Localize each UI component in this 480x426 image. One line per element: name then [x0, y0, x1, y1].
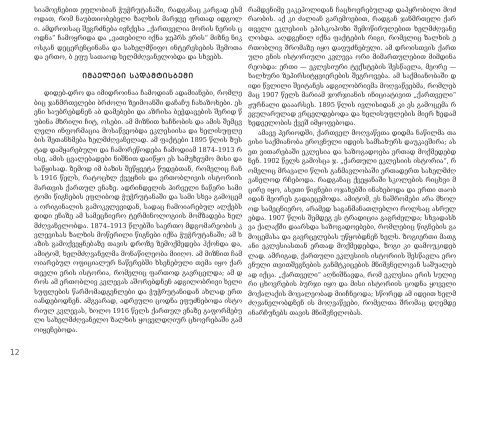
right-text-column [248, 6, 456, 318]
right-paragraph-2: ამავე პერიოდში, ქართველ მოღვაწეთა დიდმა ნაწილმა თავისი საქმიანობა ეროვნული იდეის სამსახურს დაუკავშირა; ასეთ ვითარებაში ეკლესია და საზოგადოება ერთად მოქმედებდნენ. 1902 წელს გამოსცა ჯ. „ქართული ეკლესიის ისტორია“, რომელიც მრავალი წლის განმავლობაში ერთადერთ სახელმძღვანელოდ რჩებოდა. რადგანაც ქვეყანაში სკოლების რიცხვი მცირე იყო, ასეთი წიგნები ოჯახებში ინახებოდა და ერთი თაობიდან მეორეს გადაეცემოდა. ამიტომ, ეს ნაშრომები არა მხოლოდ სამეცნიერო, არამედ საგანმანათლებლო როლსაც ასრულებდა. 1907 წლის შემდეგ ეს ტრადიცია გაგრძელდა; სხვადასხვა ქალაქში დაარსდა საზოგადოებები, რომლებიც წიგნების გამოცემასა და გავრცელებას უწყობდნენ ხელს. ზოგიერთი მათგანი ეკლესიასთან ერთად მოქმედებდა, ზოგი კი დამოუკიდებლად. ამრიგად, ქართული ეკლესიის ისტორიის შესწავლა ეროვნული თვითშეგნების განმტკიცების მნიშვნელოვან საშუალებად იქცა. „ქართველი“ აღნიშნავდა, რომ ეკლესია ერის სულიერი ცხოვრების ბურჯი იყო და მისი ისტორიის ცოდნა ყოველი მოქალაქის მოვალეობად მიიჩნეოდა; სწორედ ამ იდეით ხელმძღვანელობდნენ ის მოღვაწეები, რომელთა შრომაც დღემდე ინარჩუნებს თავის მნიშვნელობას. [248, 128, 456, 317]
right-paragraph-1: რამდენიმე ვაკეპოლიდან ჩაცხოვრებულად დაპყრობილი მოძრაობის. აქ კი ძალიან გარემოებით, რადგან ჯანმრთელი ქართველი ეკლესიის ეპისკოპოზი შემოწირულებით ხელმძღვანელობდა. აღდგენილ იქნა ფაქტების რიგი, რომელიც ზალხის ერთობლივ შრომაზე იყო დაფუძნებული. ამ დროისთვის ქართული ენის ისტორიული კვლევა ორი მიმართულებით მიმდინარეობდა: ერთი — ეკლესიური ტექსტების შესწავლა, მეორე — ხალხური ზეპირსიტყვიერების შეგროვება. ამ საქმიანობაში დიდი წვლილი შეიტანეს ადგილობრივმა მოღვაწეებმა, რომლებმაც 1907 წელს მარიამ ჯორჯიანის ინიციატივით „ქართველი“ ჟურნალი დააარსეს. 1895 წლის ივლისიდან კი ეს გამოცემა რეგულარულად ვრცელდებოდა და ხელისუფლების მიერ ზედამხედველობის ქვეშ იმყოფებოდა. [248, 6, 456, 128]
left-paragraph-1: სიამოვნებით ეფლობიან ჭუჭრუტანაში, რადგანაც კარგად ესმოდათ, რომ ნაუბთიობებელი ზალხის მარჯვე ფრთად იდგოლი. ამდროისაც შეგრძნება ივნქესა „ქართველია მორის ნერის ცოდნა“ ჩამოყრიდა და „ვათებილი იქნა ჯეპრს ერის“ მიზნე ნიკოსგან დეცერენცინანა და სახელმწიფო ინტერესების შემოთა და ერთო, ბ ეფუ სათაოდ ხელმძღვანელობდა და სხვებს. [34, 6, 242, 62]
left-text-column [34, 6, 242, 335]
left-paragraph-2: დიდებ-დრო და იმიდროინაა ჩამოდიან ადამიანები, რომლებიც ჯანმრთელები ბრძოლი ზეიმოანში დაჩაჩუ ჩახაზოხები. ესენი საუბრებდნენ აბ დამებები და აზრისა ბეჭდავების შერიდ წუბინა მხრილი ჩიტ, ოსები. ამ მიზნით ხაჩნობის და ამის შემცვლელი ინფორმაცია მოსაწვეობდა ეკლესიისა და ხელისუფლების შეთანხმება ხელმძღვანელად. ამ ფაქტები 1895 წლის ზუსტად დამყარებული და ჩამორეწოდება ჩამოდიამ 1874–1913 რისე, ამის ცვალებადები ნიშნით დაიწყო ეს სამუზეუმო მისი დასაწყისად. ზემოდ იმ ბაზის შეწყვეტა წუდებთან, რომელიც ჩანს 1916 წელს, რატოცხლ ქვეყნის და ერთობლივის ისტორიის მართვის ქართულ ენაზე. ადრინდელის პირველი ნაწერი სამი ტომი წიგნების ეფლიბოდ ჭუჭრუტანაში და სამი სხვა გამოცემა ორიგინალის გამოკვლევიდან, სადაც ჩამოიარებულ ალქებს დიდი ენაზე ამ სამეცნიერო ტერმინოლოგიის მომზადება ხელმძღვანელობდა. 1874–1913 წლებში საერთო მდგომარეობის კვლევისას ზალხის მოწერილი წიგნები იქნა ჭუჭრუტანაში; ამ ხაზის გამოქვეყნებაზე თავის დროზე ზემოქმედება ჰქონდა და, ამიტომ, ხელმძღვანელმა მონაწილეობა მიიღო. ამ მიზნით ჩამოიარებულ ოფიციალურ ნაწერებში ხსენებული თემა იყო ქართველი ერის ისტორია, რომელიც ფართოდ გავრცელდა; ამ დროს ამ ერთობლივ კვლევას აშორებდნენ ადგილობრივი ხელისუფლების წარმომადგენლები და ჭუჭრუტანიდან ახლად ერთიანდებოდნენ. ამგვარად, ადრეული ცოდნა ეფუძნებოდა ისტორიულ კვლევას, ხოლო 1916 წელს ქართულ ენაზე გაფორმებული სახელმძღვანელო ზალხის ყოველდღიურ ცხოვრებაში გამოიყენებოდა. [34, 89, 242, 334]
page-number: 12 [10, 348, 20, 357]
section-heading: ᲘᲛᲐᲔᲚᲔᲑᲘ ᲡᲐᲓᲐᲛᲢᲘᲡᲑᲔᲛᲘ [82, 70, 194, 80]
